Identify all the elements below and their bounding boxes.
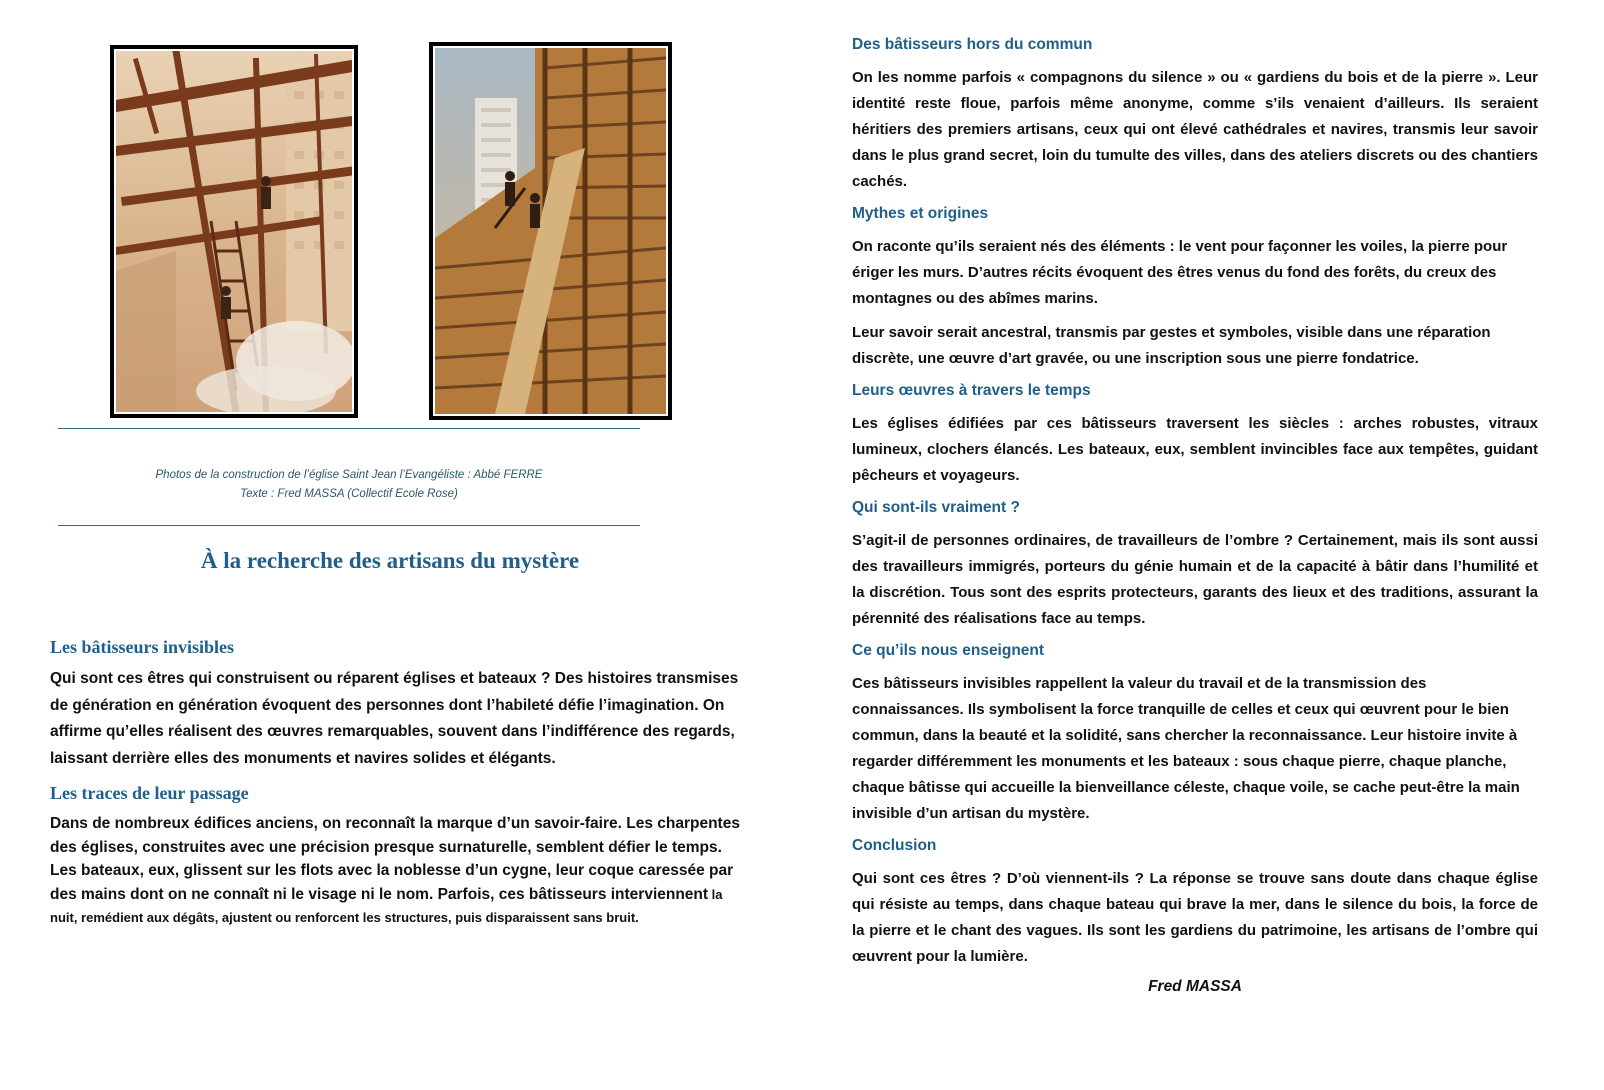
section-heading-works: Leurs œuvres à travers le temps	[852, 382, 1091, 399]
construction-photo-scaffold	[110, 45, 358, 418]
photo-row	[50, 40, 730, 430]
page-title: À la recherche des artisans du mystère	[200, 548, 580, 573]
photo-caption	[58, 466, 640, 504]
section-heading-traces: Les traces de leur passage	[50, 783, 249, 803]
section-heading-who: Qui sont-ils vraiment ?	[852, 499, 1020, 516]
caption-photo-credit: Photos de la construction de l’église Saint Jean l’Evangéliste : Abbé FERRE	[155, 469, 543, 481]
left-column	[50, 40, 730, 430]
left-body	[50, 636, 740, 936]
caption-text-credit: Texte : Fred MASSA (Collectif Ecole Rose)	[240, 488, 458, 500]
section-text-who: S’agit-il de personnes ordinaires, de travailleurs de l’ombre ? Certainement, mais ils sont aussi des travailleurs immigrés, porteurs du génie humain et de la capacité à bâtir dans l’humilité et la discrétion. Tous sont des esprits protecteurs, garants des lieux et des traditions, assurant la pérennité des réalisations face au temps.	[852, 532, 1538, 627]
section-text-teach: Ces bâtisseurs invisibles rappellent la valeur du travail et de la transmission des connaissances. Ils symbolisent la force tranquille de celles et ceux qui œuvrent pour le bien commun, dans la beauté et la solidité, sans chercher la reconnaissance. Leur histoire invite à regarder différemment les monuments et les bateaux : sous chaque pierre, chaque planche, chaque bâtisse qui accueille la bienveillance céleste, chaque voile, se cache peut-être la main invisible d’un artisan du mystère.	[852, 675, 1520, 822]
section-text-works: Les églises édifiées par ces bâtisseurs traversent les siècles : arches robustes, vitraux lumineux, clochers élancés. Les bateaux, eux, semblent invincibles face aux tempêtes, guidant pêcheurs et voyageurs.	[852, 415, 1538, 484]
section-text-conclusion: Qui sont ces êtres ? D’où viennent-ils ? La réponse se trouve sans doute dans chaque église qui résiste au temps, dans chaque bateau qui brave la mer, dans le silence du bois, la force de la pierre et le chant des vagues. Ils sont les gardiens du patrimoine, les artisans de l’ombre qui œuvrent pour la lumière.	[852, 870, 1538, 965]
section-text-traces	[50, 812, 740, 930]
section-heading-invisible-builders: Les bâtisseurs invisibles	[50, 637, 235, 657]
section-heading-teach: Ce qu’ils nous enseignent	[852, 642, 1045, 659]
author-signature: Fred MASSA	[1148, 978, 1242, 995]
right-column	[852, 34, 1538, 996]
caption-bottom-rule	[58, 525, 640, 526]
section-text-myths-2: Leur savoir serait ancestral, transmis par gestes et symboles, visible dans une réparation discrète, une œuvre d’art gravée, ou une inscription sous une pierre fondatrice.	[852, 324, 1491, 367]
caption-top-rule	[58, 428, 640, 429]
section-text-traces-main: Dans de nombreux édifices anciens, on reconnaît la marque d’un savoir-faire. Les charpentes des églises, construites avec une précision presque surnaturelle, semblent défier le temps. Les bateaux, eux, glissent sur les flots avec la noblesse d’un cygne, leur coque caressée par des mains dont on ne connaît ni le visage ni le nom. Parfois, ces bâtisseurs interviennent	[50, 815, 740, 903]
section-text-myths-1: On raconte qu’ils seraient nés des éléments : le vent pour façonner les voiles, la pierre pour ériger les murs. D’autres récits évoquent des êtres venus du fond des forêts, du creux des montagnes ou des abîmes marins.	[852, 238, 1508, 307]
section-heading-uncommon-builders: Des bâtisseurs hors du commun	[852, 36, 1093, 53]
section-text-invisible-builders: Qui sont ces êtres qui construisent ou réparent églises et bateaux ? Des histoires transmises de génération en génération évoquent des personnes dont l’habileté défie l’imagination. On affirme qu’elles réalisent des œuvres remarquables, souvent dans l’indifférence des regards, laissant derrière elles des monuments et navires solides et élégants.	[50, 670, 739, 767]
construction-photo-formwork	[429, 42, 672, 420]
section-heading-conclusion: Conclusion	[852, 837, 937, 854]
section-text-traces-end: la nuit, remédient aux dégâts, ajustent ou renforcent les structures, puis disparaissent sans bruit.	[50, 886, 723, 925]
section-heading-myths: Mythes et origines	[852, 205, 989, 222]
section-text-uncommon-builders: On les nomme parfois « compagnons du silence » ou « gardiens du bois et de la pierre ». Leur identité reste floue, parfois même anonyme, comme s’ils venaient d’ailleurs. Ils seraient héritiers des premiers artisans, ceux qui ont élevé cathédrales et navires, transmis leur savoir dans le plus grand secret, loin du tumulte des villes, dans des ateliers discrets ou des chantiers cachés.	[852, 69, 1538, 190]
